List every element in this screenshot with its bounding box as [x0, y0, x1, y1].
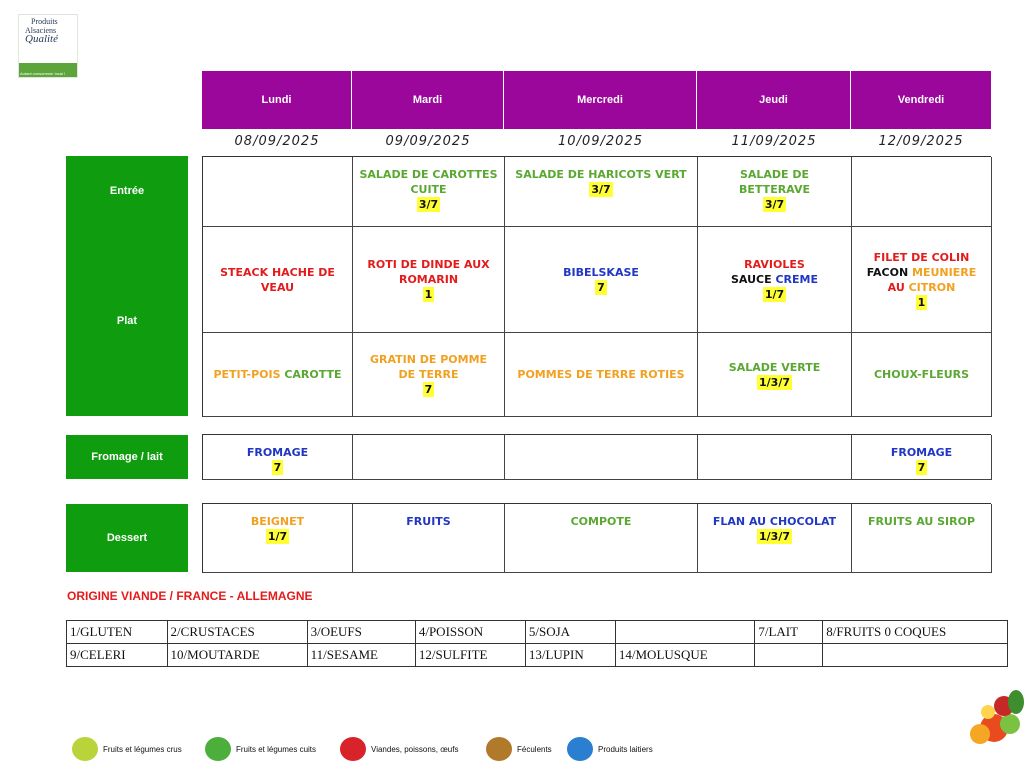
dish-text: FROMAGE	[890, 446, 953, 459]
allergen-cell: 11/SESAME	[307, 644, 415, 667]
dish-text: CUITE	[410, 183, 447, 196]
dish-line	[359, 167, 497, 182]
allergen-cell	[615, 621, 754, 644]
allergen-cell: 14/MOLUSQUE	[615, 644, 754, 667]
dish-text: SALADE DE CAROTTES	[359, 168, 498, 181]
dish-line	[704, 167, 845, 197]
date-vendredi: 12/09/2025	[878, 134, 964, 149]
dish-line	[571, 514, 632, 529]
date-jeudi: 11/09/2025	[731, 134, 817, 149]
allergen-row	[67, 621, 1008, 644]
legend-item-laitiers	[567, 737, 653, 761]
dish-text: SAUCE	[731, 273, 776, 286]
allergen-cell: 4/POISSON	[415, 621, 525, 644]
dessert-cell-jeudi	[698, 504, 852, 573]
menu-grid-dessert	[202, 503, 991, 573]
dish-line	[517, 367, 684, 382]
day-header-lundi: Lundi	[202, 71, 352, 129]
accompagnement-cell-jeudi	[698, 333, 852, 417]
dish-line	[251, 514, 304, 529]
accompagnement-cell-mardi	[353, 333, 505, 417]
meat-origin-note: ORIGINE VIANDE / FRANCE - ALLEMAGNE	[67, 589, 313, 603]
date-lundi: 08/09/2025	[234, 134, 320, 149]
allergen-cell: 10/MOUTARDE	[167, 644, 307, 667]
dish-text: CHOUX-FLEURS	[873, 368, 970, 381]
dish-text: CREME	[775, 273, 818, 286]
dish-text: ROTI DE DINDE AUX	[367, 258, 490, 271]
dish-text: DE TERRE	[398, 368, 459, 381]
legend-label: Produits laitiers	[598, 744, 653, 754]
dish-line	[370, 352, 487, 367]
allergen-cell: 13/LUPIN	[525, 644, 615, 667]
dish-line	[399, 272, 458, 287]
dish-text: BIBELSKASE	[563, 265, 639, 279]
dish-line	[874, 367, 969, 382]
menu-grid-main	[202, 156, 991, 417]
logo-slogan: Autant consommer local !	[20, 71, 66, 76]
row-header-dessert: Dessert	[66, 504, 188, 572]
allergen-cell	[755, 644, 823, 667]
row-header-entree: Entrée	[66, 156, 188, 226]
dish-text: FROMAGE	[246, 446, 309, 459]
dish-text: STEACK HACHE DE	[220, 265, 335, 279]
dish-line	[731, 272, 818, 287]
dish-text: MEUNIERE	[912, 265, 977, 279]
fromage-cell-mercredi	[505, 435, 698, 480]
entree-cell-mercredi	[505, 157, 698, 227]
dish-text: COMPOTE	[570, 515, 632, 528]
dish-text: FRUITS	[406, 515, 451, 528]
plat-cell-mercredi	[505, 227, 698, 333]
allergen-table	[66, 620, 1008, 667]
logo-line1: Produits	[31, 17, 58, 26]
logo-band	[19, 63, 77, 77]
plat-cell-jeudi	[698, 227, 852, 333]
dessert-cell-mardi	[353, 504, 505, 573]
allergen-cell	[823, 644, 1008, 667]
legend-label: Viandes, poissons, œufs	[371, 744, 459, 754]
dish-line	[867, 265, 976, 280]
dish-text: FILET DE COLIN	[873, 250, 970, 264]
dish-text: ROMARIN	[398, 273, 459, 286]
entree-cell-lundi	[203, 157, 353, 227]
plat-cell-vendredi	[852, 227, 992, 333]
dish-line	[213, 367, 341, 382]
fruits-legumes-crus-icon	[72, 737, 98, 761]
dish-text: GRATIN DE POMME	[369, 353, 488, 366]
fromage-cell-jeudi	[698, 435, 852, 480]
produits-laitiers-icon	[567, 737, 593, 761]
dish-text: SALADE DE HARICOTS VERT	[515, 168, 687, 181]
allergen-cell: 1/GLUTEN	[67, 621, 168, 644]
allergen-cell: 2/CRUSTACES	[167, 621, 307, 644]
dish-text: FRUITS AU SIROP	[867, 515, 976, 528]
legend-item-crus	[72, 737, 182, 761]
viandes-poissons-oeufs-icon	[340, 737, 366, 761]
dish-line	[891, 445, 952, 460]
dish-line	[399, 367, 459, 382]
dish-line	[410, 182, 446, 197]
legend-item-cuits	[205, 737, 316, 761]
allergen-code: 1/3/7	[759, 530, 790, 543]
logo-line3: Qualité	[25, 33, 58, 45]
dish-line	[713, 514, 836, 529]
accompagnement-cell-lundi	[203, 333, 353, 417]
allergen-code: 3/7	[418, 198, 439, 211]
plat-cell-mardi	[353, 227, 505, 333]
day-header-mardi: Mardi	[352, 71, 504, 129]
date-mardi: 09/09/2025	[385, 134, 471, 149]
allergen-cell: 8/FRUITS 0 COQUES	[823, 621, 1008, 644]
allergen-cell: 3/OEUFS	[307, 621, 415, 644]
dessert-cell-mercredi	[505, 504, 698, 573]
dish-line	[261, 280, 294, 295]
dish-text: FACON	[866, 265, 913, 279]
allergen-cell: 5/SOJA	[525, 621, 615, 644]
fruits-vegetables-icon	[960, 684, 1024, 748]
dish-text: CAROTTE	[284, 368, 342, 381]
logo-line2: Alsaciens	[25, 26, 57, 35]
dish-text: AU	[887, 280, 909, 294]
allergen-cell: 9/CELERI	[67, 644, 168, 667]
allergen-cell: 7/LAIT	[755, 621, 823, 644]
allergen-code: 7	[597, 280, 605, 294]
date-mercredi: 10/09/2025	[558, 134, 643, 149]
dish-line	[247, 445, 308, 460]
accompagnement-cell-mercredi	[505, 333, 698, 417]
plat-cell-lundi	[203, 227, 353, 333]
allergen-code: 7	[917, 461, 926, 474]
fromage-cell-mardi	[353, 435, 505, 480]
allergen-cell: 12/SULFITE	[415, 644, 525, 667]
allergen-code: 1	[424, 288, 433, 301]
legend-item-feculents	[486, 737, 552, 761]
dish-text: SALADE VERTE	[728, 360, 821, 374]
day-header-vendredi: Vendredi	[851, 71, 991, 129]
produits-alsaciens-logo	[18, 14, 78, 78]
dessert-cell-vendredi	[852, 504, 992, 573]
dish-line	[406, 514, 450, 529]
dessert-cell-lundi	[203, 504, 353, 573]
dish-text: SALADE DE BETTERAVE	[739, 168, 810, 196]
dish-line	[367, 257, 489, 272]
day-header-row	[202, 71, 991, 129]
dish-line	[868, 514, 975, 529]
dish-line	[888, 280, 956, 295]
day-header-mercredi: Mercredi	[504, 71, 697, 129]
legend-label: Féculents	[517, 744, 552, 754]
dish-text: PETIT-POIS	[213, 368, 285, 381]
legend-label: Fruits et légumes crus	[103, 744, 182, 754]
row-header-plat: Plat	[66, 226, 188, 416]
legend-label: Fruits et légumes cuits	[236, 744, 317, 754]
feculents-icon	[486, 737, 512, 761]
dish-text: VEAU	[260, 280, 295, 294]
entree-cell-mardi	[353, 157, 505, 227]
fromage-cell-lundi	[203, 435, 353, 480]
dish-text: POMMES DE TERRE ROTIES	[517, 368, 685, 381]
allergen-row	[67, 644, 1008, 667]
dish-line	[515, 167, 686, 182]
allergen-code: 1/7	[764, 288, 785, 301]
entree-cell-jeudi	[698, 157, 852, 227]
dish-line	[729, 360, 820, 375]
allergen-code: 3/7	[764, 198, 785, 211]
entree-cell-vendredi	[852, 157, 992, 227]
fruits-legumes-cuits-icon	[205, 737, 231, 761]
dish-line	[744, 257, 805, 272]
row-header-fromage: Fromage / lait	[66, 435, 188, 479]
legend-item-viandes	[340, 737, 458, 761]
dish-text: RAVIOLES	[744, 258, 805, 271]
dish-text: FLAN AU CHOCOLAT	[712, 515, 837, 528]
fromage-cell-vendredi	[852, 435, 992, 480]
accompagnement-cell-vendredi	[852, 333, 992, 417]
allergen-code: 1/7	[267, 530, 288, 543]
dish-text: CITRON	[908, 280, 956, 294]
allergen-code: 1/3/7	[759, 375, 790, 389]
dish-text: BEIGNET	[250, 515, 305, 528]
allergen-code: 7	[273, 461, 282, 474]
dish-line	[874, 250, 970, 265]
dish-line	[563, 265, 639, 280]
menu-grid-fromage	[202, 434, 991, 480]
allergen-code: 7	[424, 383, 433, 396]
allergen-code: 1	[917, 295, 926, 309]
allergen-code: 3/7	[591, 183, 611, 196]
dish-line	[220, 265, 335, 280]
day-header-jeudi: Jeudi	[697, 71, 851, 129]
